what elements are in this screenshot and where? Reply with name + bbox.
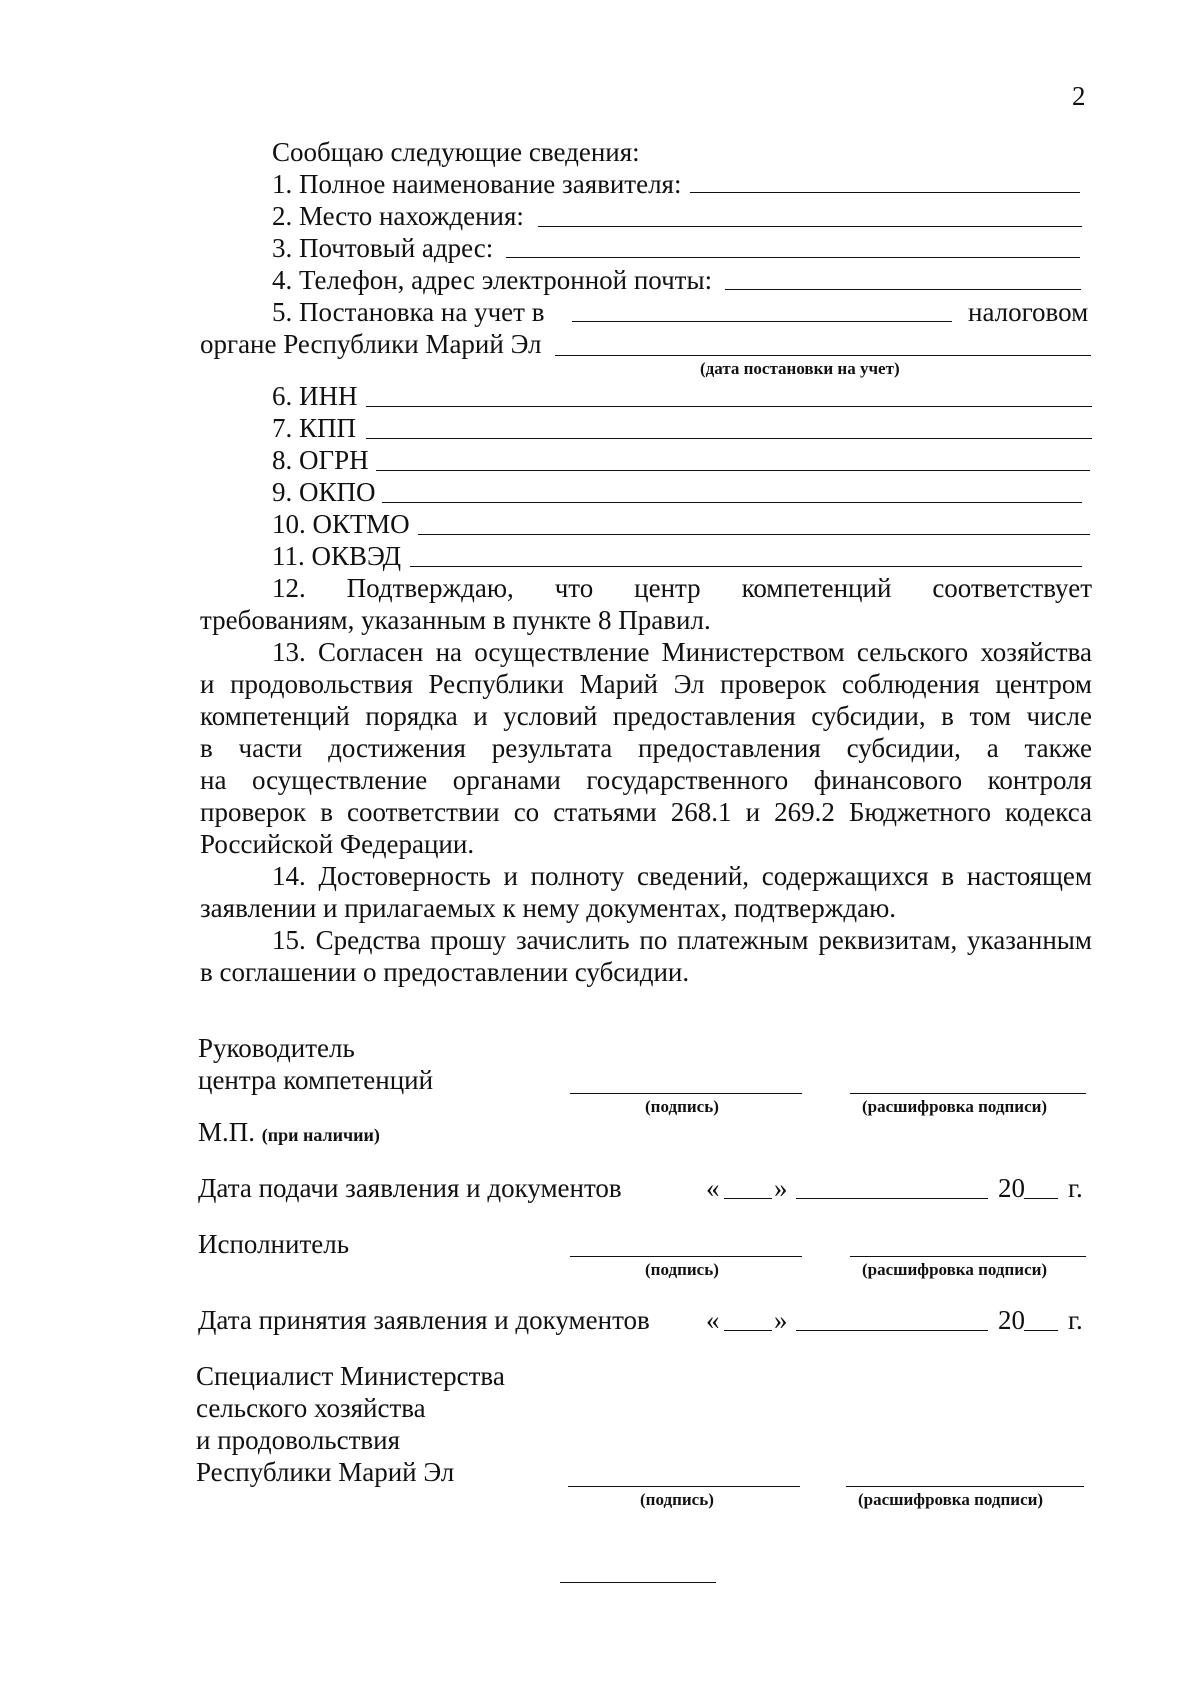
accept-year-prefix: 20: [998, 1305, 1025, 1335]
field-okved-line[interactable]: [410, 566, 1082, 567]
intro-text: Сообщаю следующие сведения:: [272, 137, 640, 167]
field-ogrn-line[interactable]: [376, 470, 1090, 471]
executor-decode-line[interactable]: [850, 1256, 1086, 1257]
head-decode-caption: (расшифровка подписи): [862, 1097, 1048, 1116]
item-13-line-2: и продовольствия Республики Марий Эл проверок соблюдения центром: [200, 669, 1092, 699]
specialist-signature-line[interactable]: [568, 1486, 800, 1487]
submit-year-line[interactable]: [1024, 1198, 1058, 1199]
accept-quote-close: »: [774, 1305, 788, 1335]
item-12-line-1: 12. Подтверждаю, что центр компетенций соответствует: [272, 573, 1092, 603]
submit-day-line[interactable]: [724, 1198, 772, 1199]
item-13-line-5: на осуществление органами государственного финансового контроля: [200, 765, 1092, 795]
submit-month-line[interactable]: [796, 1198, 988, 1199]
field-postal-line[interactable]: [506, 257, 1080, 258]
head-title-line-1: Руководитель: [198, 1033, 355, 1063]
submit-date-label: Дата подачи заявления и документов: [198, 1173, 622, 1203]
executor-decode-caption: (расшифровка подписи): [862, 1260, 1048, 1279]
accept-date-label: Дата принятия заявления и документов: [198, 1305, 650, 1335]
specialist-decode-line[interactable]: [846, 1486, 1084, 1487]
field-tax-reg-second: органе Республики Марий Эл: [200, 329, 542, 359]
head-signature-line[interactable]: [570, 1093, 802, 1094]
submit-year-prefix: 20: [998, 1173, 1025, 1203]
closing-rule: [560, 1582, 716, 1583]
accept-year-line[interactable]: [1024, 1330, 1058, 1331]
accept-month-line[interactable]: [796, 1330, 988, 1331]
item-13-line-4: в части достижения результата предоставления субсидии, а также: [200, 733, 1092, 763]
specialist-line-1: Специалист Министерства: [196, 1361, 505, 1391]
executor-label: Исполнитель: [198, 1229, 350, 1259]
field-okved-label: 11. ОКВЭД: [272, 541, 401, 571]
field-kpp-label: 7. КПП: [272, 413, 357, 443]
field-tax-reg-end: налоговом: [968, 297, 1089, 327]
field-phone-email-line[interactable]: [725, 289, 1081, 290]
submit-year-suffix: г.: [1068, 1173, 1083, 1203]
item-13-line-6: проверок в соответствии со статьями 268.1 и 269.2 Бюджетного кодекса: [200, 797, 1092, 827]
head-title-line-2: центра компетенций: [198, 1065, 434, 1095]
item-13-line-7: Российской Федерации.: [200, 829, 475, 859]
field-okpo-line[interactable]: [382, 502, 1082, 503]
specialist-line-3: и продовольствия: [196, 1425, 401, 1455]
head-signature-caption: (подпись): [645, 1097, 719, 1116]
specialist-signature-caption: (подпись): [640, 1490, 714, 1509]
accept-quote-open: «: [706, 1305, 720, 1335]
field-inn-label: 6. ИНН: [272, 381, 358, 411]
item-13-line-3: компетенций порядка и условий предоставления субсидии, в том числе: [200, 701, 1092, 731]
field-tax-reg-line[interactable]: [572, 321, 952, 322]
submit-quote-open: «: [706, 1173, 720, 1203]
item-13-line-1: 13. Согласен на осуществление Министерством сельского хозяйства: [272, 637, 1092, 667]
field-kpp-line[interactable]: [366, 438, 1092, 439]
field-inn-line[interactable]: [366, 406, 1092, 407]
executor-signature-line[interactable]: [570, 1256, 802, 1257]
field-location-label: 2. Место нахождения:: [272, 201, 524, 231]
field-postal-label: 3. Почтовый адрес:: [272, 233, 494, 263]
item-14-line-1: 14. Достоверность и полноту сведений, содержащихся в настоящем: [272, 861, 1092, 891]
field-full-name-line[interactable]: [690, 192, 1080, 193]
field-tax-reg-date-line[interactable]: [555, 355, 1091, 356]
field-okpo-label: 9. ОКПО: [272, 477, 376, 507]
page-number: 2: [1072, 81, 1086, 111]
item-12-line-2: требованиям, указанным в пункте 8 Правил.: [200, 605, 711, 635]
stamp-block: [198, 1116, 380, 1148]
accept-year-suffix: г.: [1068, 1305, 1083, 1335]
stamp-note: (при наличии): [261, 1125, 380, 1145]
field-tax-reg-label: 5. Постановка на учет в: [272, 297, 545, 327]
stamp-label: М.П.: [198, 1117, 256, 1147]
executor-signature-caption: (подпись): [645, 1260, 719, 1279]
item-15-line-1: 15. Средства прошу зачислить по платежным реквизитам, указанным: [272, 925, 1092, 955]
submit-quote-close: »: [774, 1173, 788, 1203]
specialist-line-2: сельского хозяйства: [196, 1393, 426, 1423]
field-full-name-label: 1. Полное наименование заявителя:: [272, 169, 682, 199]
field-location-line[interactable]: [538, 226, 1082, 227]
item-15-line-2: в соглашении о предоставлении субсидии.: [200, 957, 690, 987]
field-oktmo-label: 10. ОКТМО: [272, 509, 410, 539]
specialist-decode-caption: (расшифровка подписи): [858, 1490, 1044, 1509]
field-tax-reg-caption: (дата постановки на учет): [700, 359, 900, 378]
item-14-line-2: заявлении и прилагаемых к нему документах, подтверждаю.: [200, 893, 897, 923]
accept-day-line[interactable]: [724, 1330, 772, 1331]
head-decode-line[interactable]: [850, 1093, 1086, 1094]
field-phone-email-label: 4. Телефон, адрес электронной почты:: [272, 265, 713, 295]
field-oktmo-line[interactable]: [418, 534, 1090, 535]
field-ogrn-label: 8. ОГРН: [272, 445, 369, 475]
specialist-line-4: Республики Марий Эл: [196, 1457, 455, 1487]
